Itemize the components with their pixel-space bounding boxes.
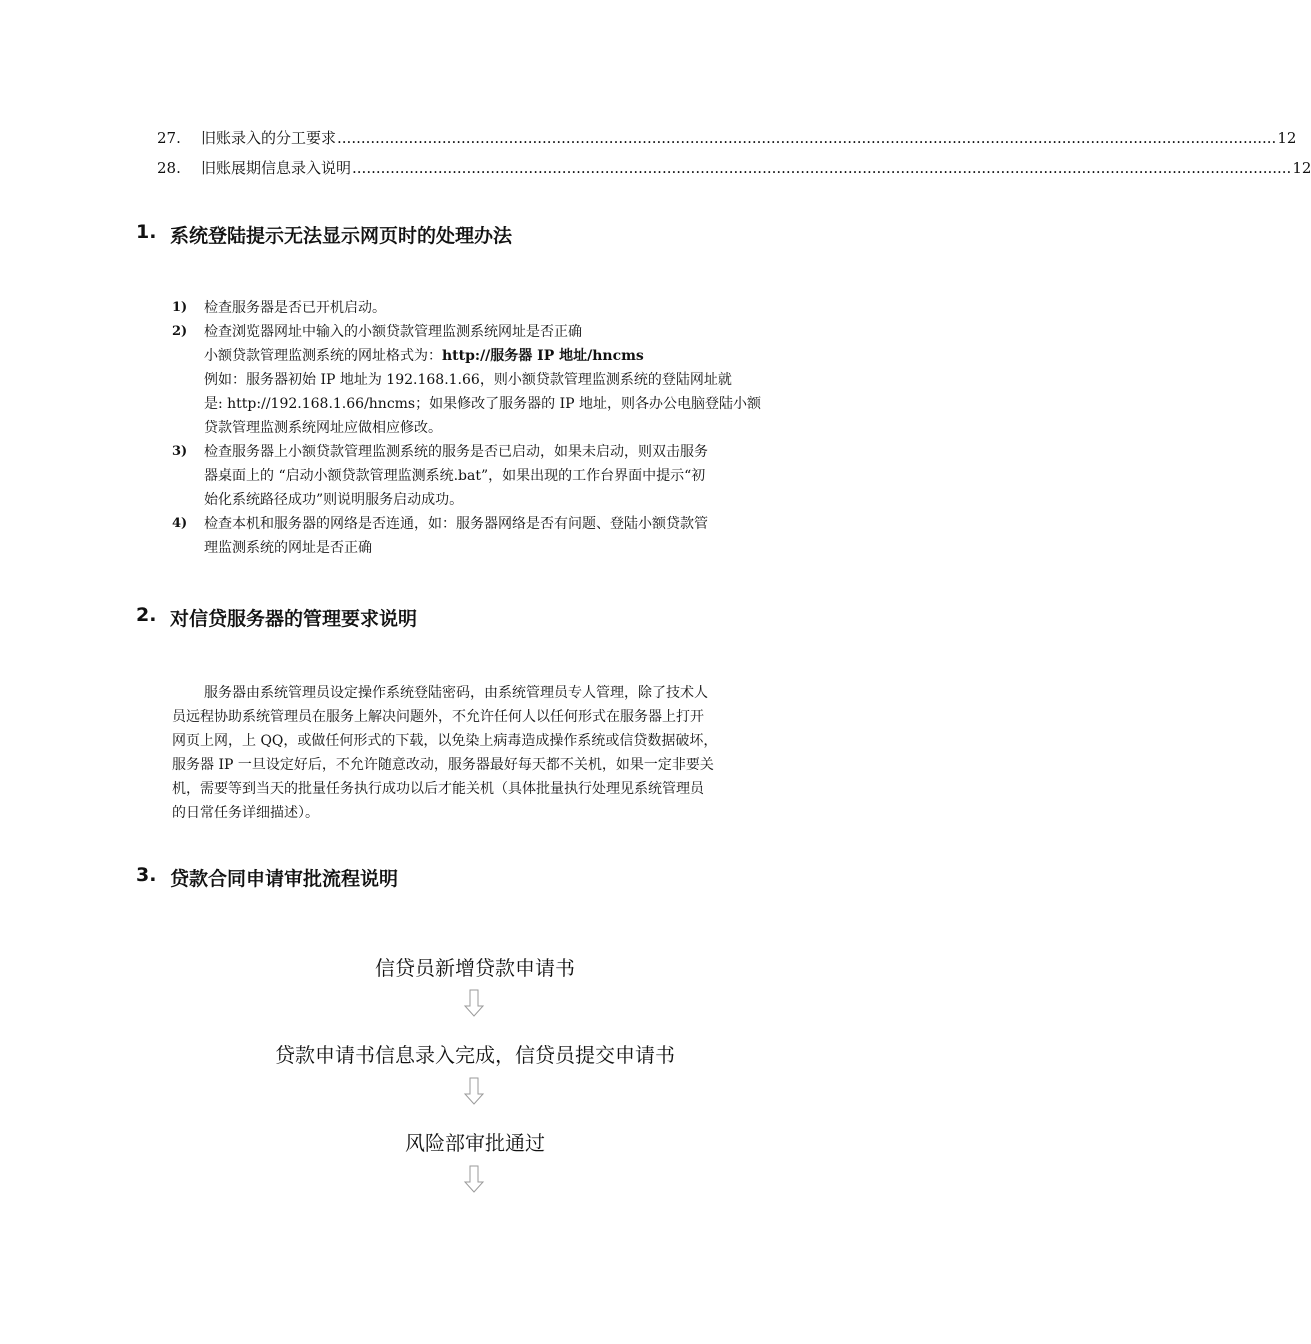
paragraph-line: 服务器 IP 一旦设定好后，不允许随意改动，服务器最好每天都不关机，如果一定非要关 — [172, 757, 714, 773]
url-format-value: http://服务器 IP 地址/hncms — [442, 348, 644, 364]
list-number: 4) — [172, 516, 188, 531]
toc-page-number: 12 — [1277, 129, 1297, 147]
list-text: 检查服务器上小额贷款管理监测系统的服务是否已启动，如果未启动，则双击服务 — [204, 444, 708, 460]
toc-leader: ..................................................................................................................................................................................................... — [352, 159, 1292, 177]
section-2-heading — [136, 604, 417, 631]
list-text: 是: http://192.168.1.66/hncms；如果修改了服务器的 IP 地址，则各办公电脑登陆小额 — [204, 396, 761, 412]
list-item — [172, 512, 822, 560]
list-item — [172, 296, 822, 320]
list-item — [172, 440, 822, 512]
section-number: 3. — [136, 864, 157, 886]
list-text: 检查服务器是否已开机启动。 — [204, 300, 386, 316]
toc-entry-27 — [157, 127, 1297, 149]
list-text: 器桌面上的 “启动小额贷款管理监测系统.bat”，如果出现的工作台界面中提示“初 — [204, 468, 706, 484]
paragraph-line: 的日常任务详细描述）。 — [172, 805, 319, 821]
section-number: 1. — [136, 221, 157, 243]
down-arrow-icon — [464, 1077, 484, 1105]
server-policy-paragraph — [172, 681, 824, 825]
down-arrow-icon — [464, 989, 484, 1017]
list-text: 贷款管理监测系统网址应做相应修改。 — [204, 420, 442, 436]
paragraph-line: 网页上网，上 QQ，或做任何形式的下载，以免染上病毒造成操作系统或信贷数据破坏， — [172, 733, 718, 749]
section-number: 2. — [136, 604, 157, 626]
troubleshoot-list — [172, 296, 822, 560]
list-text: 检查本机和服务器的网络是否连通，如：服务器网络是否有问题、登陆小额贷款管 — [204, 516, 708, 532]
toc-title: 旧账录入的分工要求 — [201, 129, 337, 147]
toc-number: 28. — [157, 159, 181, 177]
url-format-label: 小额贷款管理监测系统的网址格式为： — [204, 348, 442, 364]
down-arrow-icon — [464, 1165, 484, 1193]
toc-page-number: 12 — [1292, 159, 1311, 177]
paragraph-line: 机，需要等到当天的批量任务执行成功以后才能关机（具体批量执行处理见系统管理员 — [172, 781, 704, 797]
paragraph-line: 员远程协助系统管理员在服务上解决问题外，不允许任何人以任何形式在服务器上打开 — [172, 709, 704, 725]
flow-step-2: 贷款申请书信息录入完成，信贷员提交申请书 — [275, 1043, 675, 1067]
url-format-line — [204, 344, 822, 368]
toc-leader: ..................................................................................................................................................................................................... — [337, 129, 1277, 147]
toc-entry-28 — [157, 157, 1311, 179]
list-text: 检查浏览器网址中输入的小额贷款管理监测系统网址是否正确 — [204, 324, 582, 340]
section-title: 贷款合同申请审批流程说明 — [170, 868, 399, 890]
section-title: 系统登陆提示无法显示网页时的处理办法 — [170, 225, 513, 247]
section-3-heading — [136, 864, 398, 891]
paragraph-line: 服务器由系统管理员设定操作系统登陆密码，由系统管理员专人管理，除了技术人 — [204, 685, 708, 701]
list-number: 3) — [172, 444, 188, 459]
flow-step-1: 信贷员新增贷款申请书 — [375, 956, 575, 980]
list-text: 始化系统路径成功”则说明服务启动成功。 — [204, 492, 464, 508]
list-number: 1) — [172, 300, 188, 315]
toc-number: 27. — [157, 129, 181, 147]
section-1-heading — [136, 221, 512, 248]
list-item — [172, 320, 822, 440]
toc-title: 旧账展期信息录入说明 — [201, 159, 352, 177]
list-text: 例如：服务器初始 IP 地址为 192.168.1.66，则小额贷款管理监测系统的登陆网址就 — [204, 372, 732, 388]
list-number: 2) — [172, 324, 188, 339]
list-text: 理监测系统的网址是否正确 — [204, 540, 372, 556]
flow-step-3: 风险部审批通过 — [405, 1131, 545, 1155]
section-title: 对信贷服务器的管理要求说明 — [170, 608, 418, 630]
